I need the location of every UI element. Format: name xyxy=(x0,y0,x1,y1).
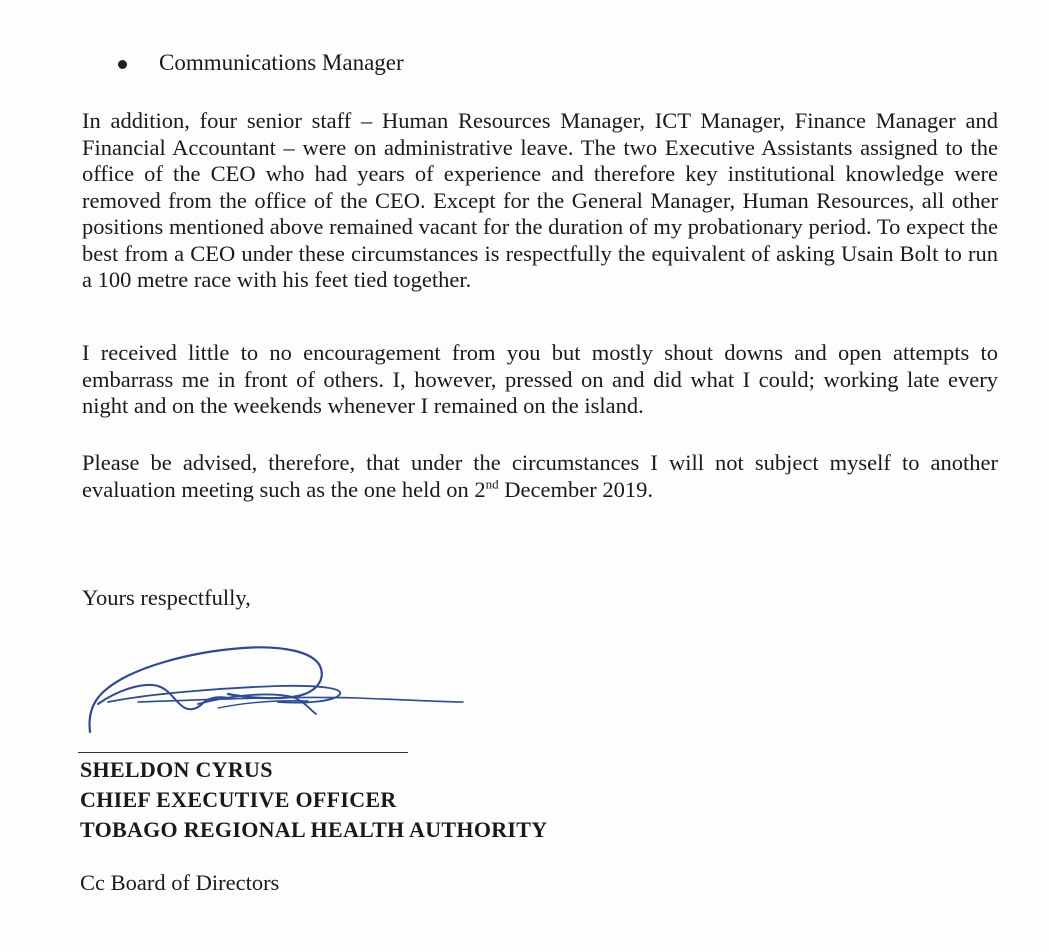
paragraph-evaluation-date: December 2019. xyxy=(498,476,653,502)
signer-name: SHELDON CYRUS xyxy=(80,757,273,782)
handwritten-signature xyxy=(78,630,478,740)
signature-line xyxy=(78,752,408,753)
bullet-item-text: Communications Manager xyxy=(159,50,404,75)
cc-line: Cc Board of Directors xyxy=(80,870,280,895)
ordinal-suffix: nd xyxy=(485,476,499,491)
signer-title: CHIEF EXECUTIVE OFFICER xyxy=(80,787,397,812)
signer-organization: TOBAGO REGIONAL HEALTH AUTHORITY xyxy=(80,817,548,842)
paragraph-evaluation-text: Please be advised, therefore, that under the circumstances I will not subject myself to another evaluation meeting such as the one held on 2 xyxy=(82,450,998,502)
paragraph-evaluation-notice xyxy=(82,450,998,503)
paragraph-encouragement: I received little to no encouragement from you but mostly shout downs and open attempts to embarrass me in front of others. I, however, pressed on and did what I could; working late every night and on the weekends whenever I remained on the island. xyxy=(82,340,998,418)
bullet-list-item xyxy=(118,50,404,76)
paragraph-staff-leave: In addition, four senior staff – Human Resources Manager, ICT Manager, Finance Manager and Financial Accountant – were on administrative leave. The two Executive Assistants assigned to the office of the CEO who had years of experience and therefore key institutional knowledge were removed from the office of the CEO. Except for the General Manager, Human Resources, all other positions mentioned above remained vacant for the duration of my probationary period. To expect the best from a CEO under these circumstances is respectfully the equivalent of asking Usain Bolt to run a 100 metre race with his feet tied together. xyxy=(82,108,998,292)
bullet-icon xyxy=(118,60,127,69)
closing-salutation: Yours respectfully, xyxy=(82,585,251,610)
